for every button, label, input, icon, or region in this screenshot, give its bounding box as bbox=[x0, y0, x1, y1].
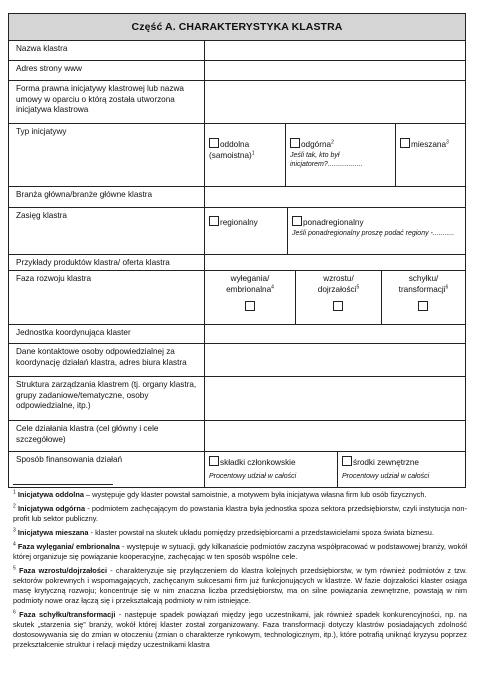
field-label: Sposób finansowania działań bbox=[9, 452, 205, 487]
row-dane bbox=[9, 344, 465, 377]
footnote: $^6$ Faza schyłku/transformacji - następuje spadek powiązań między jego uczestnikami, jak również spadek konkurencyjności, np. na skutek „starzenia się” branży, wokół której klaster został zorganizowany. Faza transformacji dotyczy klastrów posiadających zdolność dostosowywania się do zmian w otoczeniu (zmian o charakterze rynkowym, technologicznym, itp.), które potrafią uniknąć kryzysu poprzez przekształcenie struktur i relacji między uczestnikami klastra bbox=[13, 609, 468, 649]
field-label: Faza rozwoju klastra bbox=[9, 271, 205, 324]
row-forma bbox=[9, 81, 465, 124]
srodki-note: Procentowy udział w całości bbox=[342, 472, 430, 480]
faza-schylku-checkbox[interactable] bbox=[418, 301, 428, 311]
footnote: $^5$ Faza wzrostu/dojrzałości - charakteryzuje się przyłączeniem do klastra kolejnych przedsiębiorstw, w tym również podmiotów z tzw. sektorów pokrewnych i wspomagających, zachęcanym sukcesami firm już funkcjonujących w klastrze. W fazie dojrzałości klaster osiąga masę krytyczną rozwoju; koncentruje się w nim znaczna liczba przedsiębiorstw, ma on silne powiązania zewnętrzne, powstają w nim podmioty nowe oraz łączą się i przekształcają podmioty w nim istniejące. bbox=[13, 565, 467, 605]
row-nazwa bbox=[9, 41, 465, 61]
ponadregionalny-note: Jeśli ponadregionalny proszę podać regiony -........... bbox=[292, 229, 455, 237]
oddolna-checkbox[interactable] bbox=[209, 138, 219, 148]
forma-input[interactable] bbox=[205, 81, 465, 123]
field-label: Przykłady produktów klastra/ oferta klastra bbox=[9, 255, 205, 270]
field-label: Branża główna/branże główne klastra bbox=[9, 187, 205, 207]
footnotes bbox=[13, 490, 467, 654]
struktura-input[interactable] bbox=[205, 377, 465, 420]
footnote: $^1$ Inicjatywa oddolna – występuje gdy klaster powstał samoistnie, a motywem była inicjatywa własna firm lub osób fizycznych. bbox=[13, 489, 427, 499]
field-label: Struktura zarządzania klastrem (tj. organy klastra, grupy zadaniowe/tematyczne, osoby odpowiedzialne, itp.) bbox=[9, 377, 205, 420]
field-label: Typ inicjatywy bbox=[9, 124, 205, 186]
row-sposob: Sposób finansowania działań składki członkowskie Procentowy udział w całości środki zewnętrzne Procentowy udział w całości bbox=[9, 452, 465, 487]
ponadregionalny-checkbox[interactable] bbox=[292, 216, 302, 226]
field-label: Zasięg klastra bbox=[9, 208, 205, 254]
branza-input[interactable] bbox=[205, 187, 465, 207]
row-przyklady bbox=[9, 255, 465, 271]
cele-input[interactable] bbox=[205, 421, 465, 451]
odgorna-note: Jeśli tak, kto był inicjatorem?.................. bbox=[290, 151, 363, 168]
dane-input[interactable] bbox=[205, 344, 465, 376]
row-struktura bbox=[9, 377, 465, 421]
row-branza bbox=[9, 187, 465, 208]
field-label: Nazwa klastra bbox=[9, 41, 205, 60]
row-zasieg: Zasięg klastra regionalny ponadregionalny Jeśli ponadregionalny proszę podać regiony -........... bbox=[9, 208, 465, 255]
jednostka-input[interactable] bbox=[205, 325, 465, 343]
field-label: Jednostka koordynująca klaster bbox=[9, 325, 205, 343]
field-label: Forma prawna inicjatywy klastrowej lub nazwa umowy w oparciu o którą została utworzona inicjatywa klastrowa bbox=[9, 81, 205, 123]
footnote: $^2$ Inicjatywa odgórna - podmiotem zachęcającym do powstania klastra była jednostka spoza sektora przedsiębiorstw, czyli instytucja non-profit lub sektor publiczny. bbox=[13, 503, 467, 523]
skladki-checkbox[interactable] bbox=[209, 456, 219, 466]
field-label: Adres strony www bbox=[9, 61, 205, 80]
footnote: $^3$ Inicjatywa mieszana - klaster powstał na skutek układu pomiędzy przedsiębiorcami a przedstawicielami spoza świata biznesu. bbox=[13, 527, 434, 537]
skladki-note: Procentowy udział w całości bbox=[209, 472, 297, 480]
adres-input[interactable] bbox=[205, 61, 465, 80]
faza-wylegania-checkbox[interactable] bbox=[245, 301, 255, 311]
cluster-characteristics-form bbox=[8, 13, 466, 488]
form-title: Część A. CHARAKTERYSTYKA KLASTRA bbox=[9, 14, 465, 41]
row-adres bbox=[9, 61, 465, 81]
row-typ: Typ inicjatywy oddolna (samoistna)$^1$ odgórna$^2$ Jeśli tak, kto był inicjatorem?.................. mieszana$^3$ bbox=[9, 124, 465, 187]
footnote-separator bbox=[13, 484, 113, 485]
odgorna-checkbox[interactable] bbox=[290, 138, 300, 148]
field-label: Cele działania klastra (cel główny i cele szczegółowe) bbox=[9, 421, 205, 451]
nazwa-input[interactable] bbox=[205, 41, 465, 60]
row-jednostka bbox=[9, 325, 465, 344]
row-cele bbox=[9, 421, 465, 452]
row-faza: Faza rozwoju klastra wyłegania/ embrionalna$^4$ wzrostu/ dojrzałości$^5$ schyłku/ transformacji$^6$ bbox=[9, 271, 465, 325]
regionalny-checkbox[interactable] bbox=[209, 216, 219, 226]
faza-wzrostu-checkbox[interactable] bbox=[333, 301, 343, 311]
field-label: Dane kontaktowe osoby odpowiedzialnej za koordynację działań klastra, adres biura klastra bbox=[9, 344, 205, 376]
footnote: $^4$ Faza wylęgania/ embrionalna - występuje w sytuacji, gdy kilkanaście podmiotów zaczyna współpracować w podstawowej branży, wokół której organizuje się powiązanie kooperacyjne, zachęcając w ten sposób wspólne cele. bbox=[13, 541, 467, 561]
mieszana-checkbox[interactable] bbox=[400, 138, 410, 148]
srodki-checkbox[interactable] bbox=[342, 456, 352, 466]
przyklady-input[interactable] bbox=[205, 255, 465, 270]
